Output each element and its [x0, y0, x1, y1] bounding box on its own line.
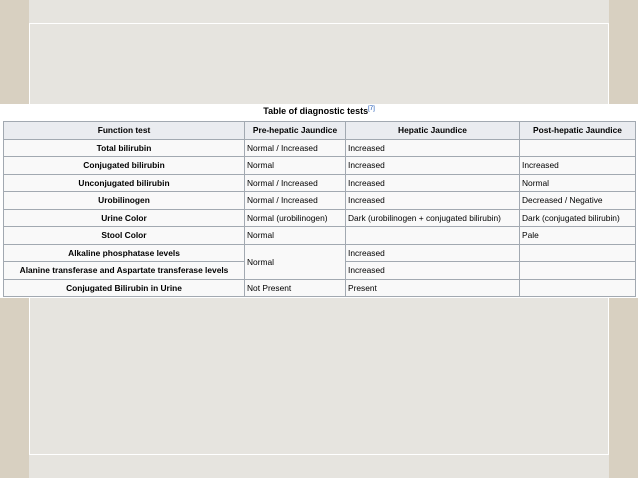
hepatic-cell: Dark (urobilinogen + conjugated bilirubin): [346, 209, 520, 227]
row-label: Stool Color: [4, 227, 245, 245]
pre-hepatic-cell: Normal / Increased: [245, 192, 346, 210]
row-label: Alkaline phosphatase levels: [4, 244, 245, 262]
table-row: [4, 157, 636, 175]
pre-hepatic-cell: Normal: [245, 244, 346, 279]
row-label: Unconjugated bilirubin: [4, 174, 245, 192]
hepatic-cell: [346, 227, 520, 245]
header-hepatic: Hepatic Jaundice: [346, 122, 520, 140]
table-caption: [0, 106, 638, 116]
hepatic-cell: Increased: [346, 139, 520, 157]
post-hepatic-cell: Pale: [520, 227, 636, 245]
pre-hepatic-cell: Normal (urobilinogen): [245, 209, 346, 227]
caption-text: Table of diagnostic tests: [263, 106, 369, 116]
post-hepatic-cell: [520, 244, 636, 262]
table-row: [4, 227, 636, 245]
row-label: Conjugated Bilirubin in Urine: [4, 279, 245, 297]
post-hepatic-cell: Increased: [520, 157, 636, 175]
pre-hepatic-cell: Normal / Increased: [245, 174, 346, 192]
pre-hepatic-cell: Normal: [245, 227, 346, 245]
table-row: [4, 139, 636, 157]
hepatic-cell: Increased: [346, 262, 520, 280]
hepatic-cell: Increased: [346, 174, 520, 192]
pre-hepatic-cell: Normal / Increased: [245, 139, 346, 157]
table-header-row: [4, 122, 636, 140]
hepatic-cell: Increased: [346, 157, 520, 175]
table-row: [4, 244, 636, 262]
row-label: Total bilirubin: [4, 139, 245, 157]
row-label: Alanine transferase and Aspartate transferase levels: [4, 262, 245, 280]
row-label: Urine Color: [4, 209, 245, 227]
hepatic-cell: Increased: [346, 244, 520, 262]
post-hepatic-cell: [520, 139, 636, 157]
table-row: [4, 192, 636, 210]
pre-hepatic-cell: Normal: [245, 157, 346, 175]
hepatic-cell: Present: [346, 279, 520, 297]
header-pre-hepatic: Pre-hepatic Jaundice: [245, 122, 346, 140]
post-hepatic-cell: Dark (conjugated bilirubin): [520, 209, 636, 227]
post-hepatic-cell: Decreased / Negative: [520, 192, 636, 210]
post-hepatic-cell: [520, 279, 636, 297]
table-row: [4, 174, 636, 192]
diagnostic-tests-table: [3, 121, 636, 297]
pre-hepatic-cell: Not Present: [245, 279, 346, 297]
row-label: Urobilinogen: [4, 192, 245, 210]
table-row: [4, 279, 636, 297]
row-label: Conjugated bilirubin: [4, 157, 245, 175]
post-hepatic-cell: [520, 262, 636, 280]
post-hepatic-cell: Normal: [520, 174, 636, 192]
header-post-hepatic: Post-hepatic Jaundice: [520, 122, 636, 140]
table-row: [4, 209, 636, 227]
citation-link[interactable]: [7]: [368, 106, 375, 112]
header-function-test: Function test: [4, 122, 245, 140]
hepatic-cell: Increased: [346, 192, 520, 210]
